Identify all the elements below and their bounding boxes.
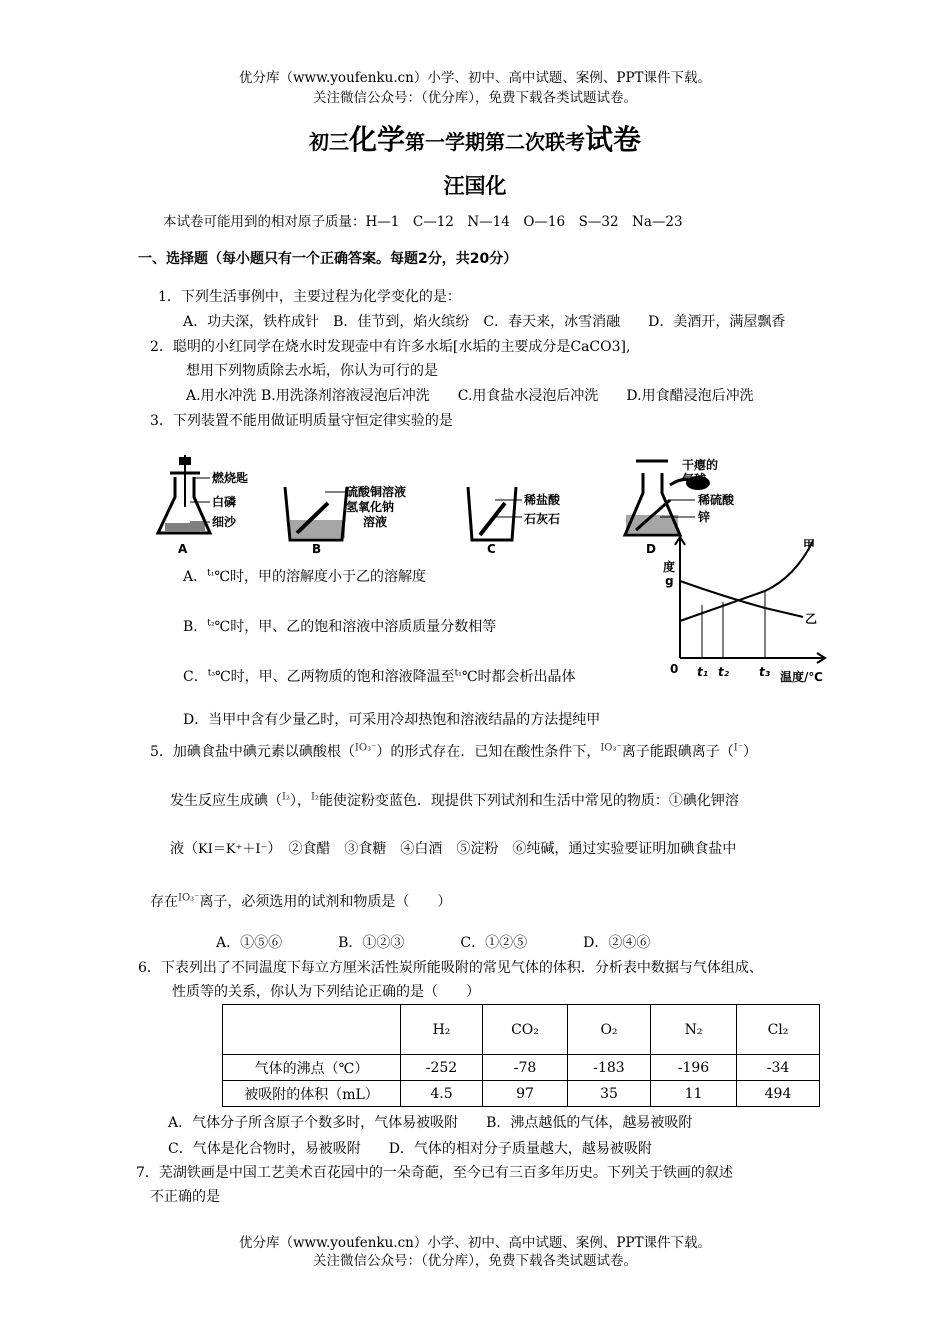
header-line-1: 优分库（www.youfenku.cn）小学、初中、高中试题、案例、PPT课件下载。: [238, 70, 712, 86]
label-h2so4: 稀硫酸: [698, 493, 735, 507]
q2-stem: 2．聪明的小红同学在烧水时发现壶中有许多水垢[水垢的主要成分是CaCO3],: [150, 339, 631, 355]
table-row-adsorbed-volume: 被吸附的体积（mL） 4.5 97 35 11 494: [223, 1081, 820, 1107]
q4-option-a: A．$^{t_1}$℃时，甲的溶解度小于乙的溶解度: [183, 568, 427, 585]
label-naoh: 氢氧化钠: [346, 500, 395, 514]
table-row-boiling-point: 气体的沸点（℃） -252 -78 -183 -196 -34: [223, 1055, 820, 1081]
title-part-3: 第一学期第二次联考: [405, 130, 585, 154]
label-sand: 细沙: [212, 515, 237, 529]
q5-options: A．①⑤⑥ B．①②③ C．①②⑤ D．②④⑥: [216, 935, 651, 951]
svg-text:0: 0: [670, 662, 679, 676]
footer-line-2: 关注微信公众号：（优分库），免费下载各类试题试卷。: [313, 1253, 637, 1269]
q7-stem-1: 7．芜湖铁画是中国工艺美术百花园中的一朵奇葩，至今已有三百多年历史。下列关于铁画的叙述: [136, 1165, 733, 1181]
q4-option-d: D．当甲中含有少量乙时，可采用冷却热饱和溶液结晶的方法提纯甲: [183, 712, 601, 728]
label-white-p: 白磷: [212, 495, 237, 509]
svg-text:乙: 乙: [805, 612, 818, 626]
q5-line-1: 5．加碘食盐中碘元素以碘酸根（$^{IO_3^-}$）的形式存在．已知在酸性条件下，$^{IO_3^-}$离子能跟碘离子（$^{I^-}$）: [150, 742, 758, 760]
title-part-1: 初三: [308, 130, 349, 154]
q6-stem-1: 6．下表列出了不同温度下每立方厘米活性炭所能吸附的常见气体的体积．分析表中数据与气体组成、: [138, 960, 763, 976]
label-spoon: 燃烧匙: [212, 471, 249, 485]
label-b: B: [312, 542, 322, 556]
q4-option-b: B．$^{t_2}$℃时，甲、乙的饱和溶液中溶质质量分数相等: [183, 618, 497, 635]
q5-line-3: 液（KI＝K⁺＋I⁻） ②食醋 ③食糖 ④白酒 ⑤淀粉 ⑥纯碱，通过实验要证明加碘食盐中: [170, 841, 737, 857]
q2-stem-2: 想用下列物质除去水垢，你认为可行的是: [186, 363, 438, 379]
q6-options-ab: A．气体分子所含原子个数多时，气体易被吸附 B．沸点越低的气体，越易被吸附: [168, 1115, 693, 1131]
label-balloon-2: 气球: [682, 472, 707, 486]
q7-stem-2: 不正确的是: [150, 1189, 220, 1205]
q5-line-2: 发生反应生成碘（$^{I_2}$），$^{I_2}$能使淀粉变蓝色．现提供下列试剂和生活中常见的物质：①碘化钾溶: [170, 791, 739, 809]
q4-option-c: C．$^{t_3}$℃时，甲、乙两物质的饱和溶液降温至$^{t_1}$℃时都会析出晶体: [183, 668, 576, 685]
label-solution: 溶液: [363, 515, 388, 529]
gas-adsorption-table: [222, 1004, 820, 1107]
title-part-4: 试卷: [585, 123, 642, 156]
q1-options: A．功夫深，铁杵成针 B．佳节到，焰火缤纷 C．春天来，冰雪消融 D．美酒开，满屋飘香: [183, 314, 786, 330]
header-line-2: 关注微信公众号：（优分库），免费下载各类试题试卷。: [313, 90, 637, 106]
label-cuso4: 硫酸铜溶液: [346, 485, 407, 499]
q2-options: A.用水冲洗 B.用洗涤剂溶液浸泡后冲洗 C.用食盐水浸泡后冲洗 D.用食醋浸泡后冲洗: [186, 388, 754, 404]
q1-stem: 1．下列生活事例中，主要过程为化学变化的是：: [158, 289, 461, 305]
svg-text:t₃: t₃: [759, 665, 770, 679]
page-title: [0, 118, 950, 158]
label-d: D: [646, 542, 656, 556]
title-part-2: 化学: [348, 123, 405, 156]
curve-jia: [680, 541, 813, 621]
q5-line-4: 存在$^{IO_3^-}$离子，必须选用的试剂和物质是（ ）: [150, 892, 452, 910]
section-heading: 一、选择题（每小题只有一个正确答案。每题2分，共20分）: [138, 251, 518, 267]
label-hcl: 稀盐酸: [524, 493, 561, 507]
svg-text:温度/℃: 温度/℃: [780, 670, 823, 684]
svg-text:度: 度: [663, 560, 676, 574]
svg-text:t₁: t₁: [697, 665, 708, 679]
label-limestone: 石灰石: [524, 512, 561, 526]
label-balloon-1: 干瘪的: [682, 458, 719, 472]
q6-options-cd: C．气体是化合物时，易被吸附 D．气体的相对分子质量越大，越易被吸附: [168, 1141, 652, 1157]
label-a: A: [178, 542, 188, 556]
label-c: C: [487, 542, 496, 556]
svg-text:甲: 甲: [803, 538, 816, 552]
q6-stem-2: 性质等的关系，你认为下列结论正确的是（ ）: [172, 984, 480, 1000]
solubility-graph: [655, 533, 845, 691]
q3-stem: 3．下列装置不能用做证明质量守恒定律实验的是: [150, 413, 453, 429]
table-header-row: H₂ CO₂ O₂ N₂ Cl₂: [223, 1005, 820, 1055]
svg-text:t₂: t₂: [718, 665, 729, 679]
author: 汪国化: [443, 174, 507, 198]
apparatus-figure: [150, 445, 735, 560]
footer-line-1: 优分库（www.youfenku.cn）小学、初中、高中试题、案例、PPT课件下载。: [238, 1235, 712, 1251]
svg-text:g: g: [665, 574, 674, 588]
atomic-mass-line: 本试卷可能用到的相对原子质量：H—1 C—12 N—14 O—16 S—32 Na—23: [163, 214, 683, 230]
label-zinc: 锌: [698, 510, 711, 524]
